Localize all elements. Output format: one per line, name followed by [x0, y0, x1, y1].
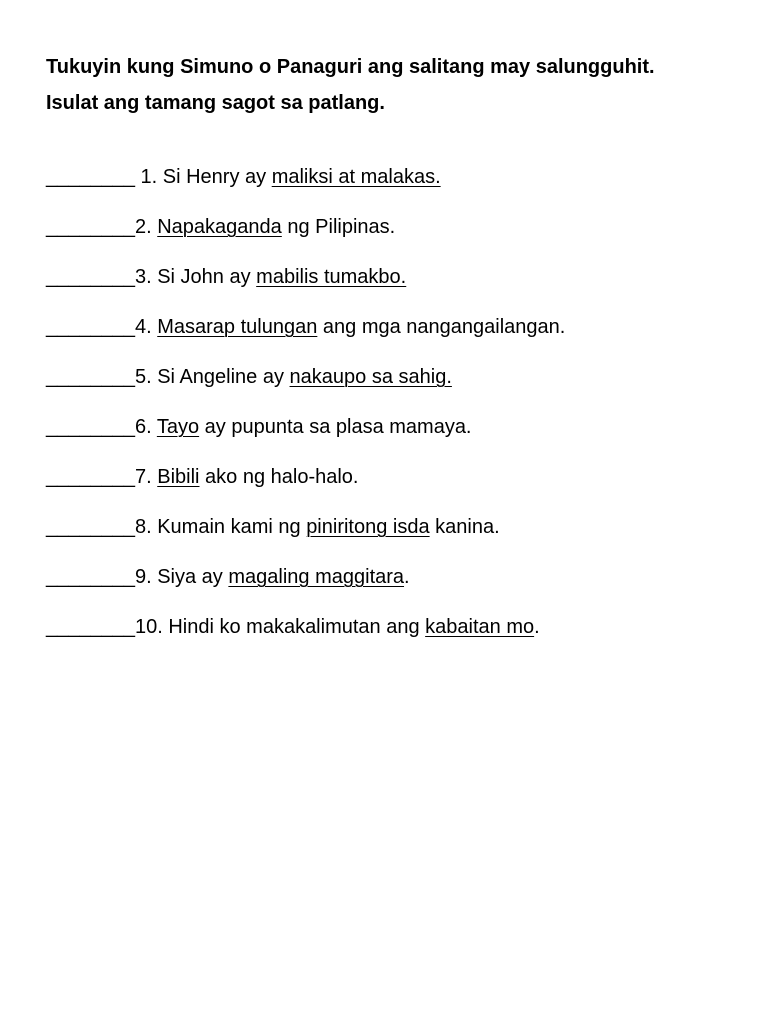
question-item-10	[46, 609, 746, 659]
underlined-word: nakaupo sa sahig.	[289, 366, 452, 388]
underlined-word: Masarap tulungan	[157, 316, 318, 338]
question-item-9	[46, 559, 746, 609]
question-suffix: .	[534, 616, 540, 638]
question-suffix: ay pupunta sa plasa mamaya.	[199, 416, 472, 438]
underlined-word: piniritong isda	[306, 516, 430, 538]
underlined-word: mabilis tumakbo.	[256, 266, 407, 288]
question-prefix: ________3. Si John ay	[46, 266, 257, 288]
question-item-3	[46, 259, 746, 309]
instructions	[46, 49, 746, 121]
instructions-line-2: Isulat ang tamang sagot sa patlang.	[46, 92, 385, 114]
question-prefix: ________ 1. Si Henry ay	[46, 166, 272, 188]
underlined-word: Tayo	[156, 416, 200, 438]
question-item-2	[46, 209, 746, 259]
underlined-word: kabaitan mo	[425, 616, 535, 638]
question-list	[46, 159, 746, 659]
underlined-word: maliksi at malakas.	[271, 166, 441, 188]
question-item-6	[46, 409, 746, 459]
underlined-word: Bibili	[157, 466, 200, 488]
question-suffix: kanina.	[429, 516, 500, 538]
question-prefix: ________7.	[46, 466, 158, 488]
underlined-word: magaling maggitara	[228, 566, 405, 588]
question-item-4	[46, 309, 746, 359]
question-item-8	[46, 509, 746, 559]
question-item-7	[46, 459, 746, 509]
question-prefix: ________5. Si Angeline ay	[46, 366, 290, 388]
question-suffix: ng Pilipinas.	[281, 216, 396, 238]
question-suffix: .	[404, 566, 410, 588]
question-prefix: ________2.	[46, 216, 158, 238]
question-prefix: ________8. Kumain kami ng	[46, 516, 307, 538]
question-suffix: ang mga nangangailangan.	[317, 316, 566, 338]
question-prefix: ________10. Hindi ko makakalimutan ang	[46, 616, 426, 638]
instructions-line-1: Tukuyin kung Simuno o Panaguri ang salitang may salungguhit.	[46, 56, 655, 78]
question-item-5	[46, 359, 746, 409]
question-item-1	[46, 159, 746, 209]
question-prefix: ________4.	[46, 316, 158, 338]
question-prefix: ________6.	[46, 416, 157, 438]
underlined-word: Napakaganda	[157, 216, 282, 238]
question-suffix: ako ng halo-halo.	[199, 466, 359, 488]
question-prefix: ________9. Siya ay	[46, 566, 229, 588]
